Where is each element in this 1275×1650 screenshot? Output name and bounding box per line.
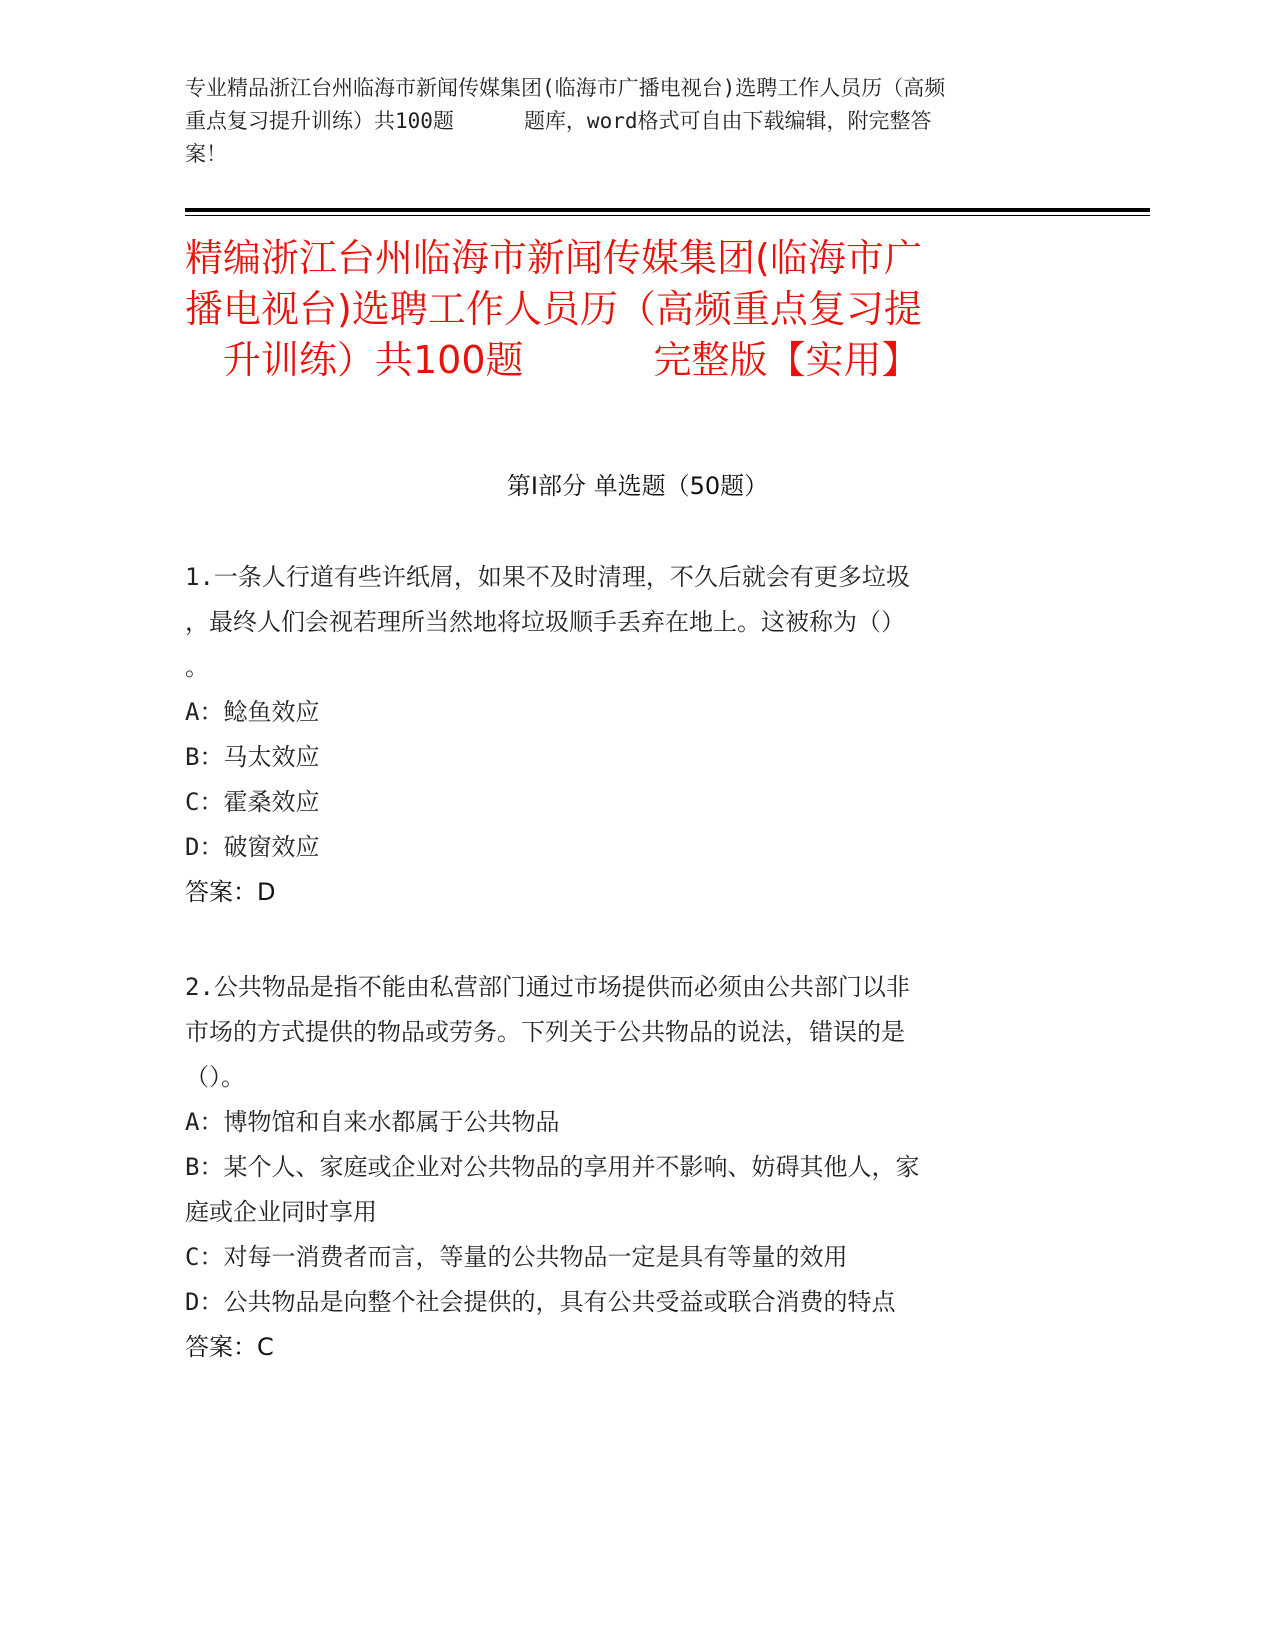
question-2-option-c: C：对每一消费者而言，等量的公共物品一定是具有等量的效用 [185, 1243, 848, 1271]
question-1-stem-line-3: 。 [185, 653, 209, 681]
header-note [185, 72, 1075, 171]
question-2-option-b: B：某个人、家庭或企业对公共物品的享用并不影响、妨碍其他人，家 [185, 1153, 920, 1181]
question-2 [185, 965, 1065, 1370]
title-line-3a: 升训练）共100题 [223, 338, 524, 382]
header-note-line-2 [185, 105, 1075, 138]
question-1-option-c: C：霍桑效应 [185, 788, 320, 816]
question-2-stem-line-2: 市场的方式提供的物品或劳务。下列关于公共物品的说法，错误的是 [185, 1018, 905, 1046]
title-line-2: 播电视台)选聘工作人员历（高频重点复习提 [185, 287, 922, 331]
title-line-1: 精编浙江台州临海市新闻传媒集团(临海市广 [185, 236, 922, 280]
question-2-answer: 答案：C [185, 1333, 274, 1361]
question-2-stem-line-3: （）。 [185, 1063, 245, 1091]
question-1-option-a: A：鲶鱼效应 [185, 698, 320, 726]
question-1 [185, 555, 1065, 915]
header-divider-thin [185, 215, 1150, 216]
section-heading: 第Ⅰ部分 单选题（50题） [506, 472, 769, 500]
question-1-answer: 答案：D [185, 878, 276, 906]
question-1-stem-line-1: 1.一条人行道有些许纸屑，如果不及时清理，不久后就会有更多垃圾 [185, 563, 910, 591]
question-1-stem-line-2: ，最终人们会视若理所当然地将垃圾顺手丢弃在地上。这被称为（） [185, 608, 905, 636]
question-2-stem-line-1: 2.公共物品是指不能由私营部门通过市场提供而必须由公共部门以非 [185, 973, 910, 1001]
header-note-line-2a: 重点复习提升训练）共100题 [185, 109, 454, 133]
header-note-line-1: 专业精品浙江台州临海市新闻传媒集团(临海市广播电视台)选聘工作人员历（高频 [185, 76, 946, 100]
header-note-line-2b: 题库，word格式可自由下载编辑，附完整答 [523, 109, 932, 133]
question-2-option-d: D：公共物品是向整个社会提供的，具有公共受益或联合消费的特点 [185, 1288, 896, 1316]
question-1-option-d: D：破窗效应 [185, 833, 320, 861]
header-note-line-3: 案！ [185, 142, 227, 166]
question-2-option-a: A：博物馆和自来水都属于公共物品 [185, 1108, 560, 1136]
title-line-3b: 完整版【实用】 [653, 338, 920, 382]
question-2-option-b-continued: 庭或企业同时享用 [185, 1198, 377, 1226]
document-title [185, 233, 1085, 386]
header-divider-thick [185, 208, 1150, 212]
title-line-3 [185, 335, 1085, 386]
question-1-option-b: B：马太效应 [185, 743, 320, 771]
